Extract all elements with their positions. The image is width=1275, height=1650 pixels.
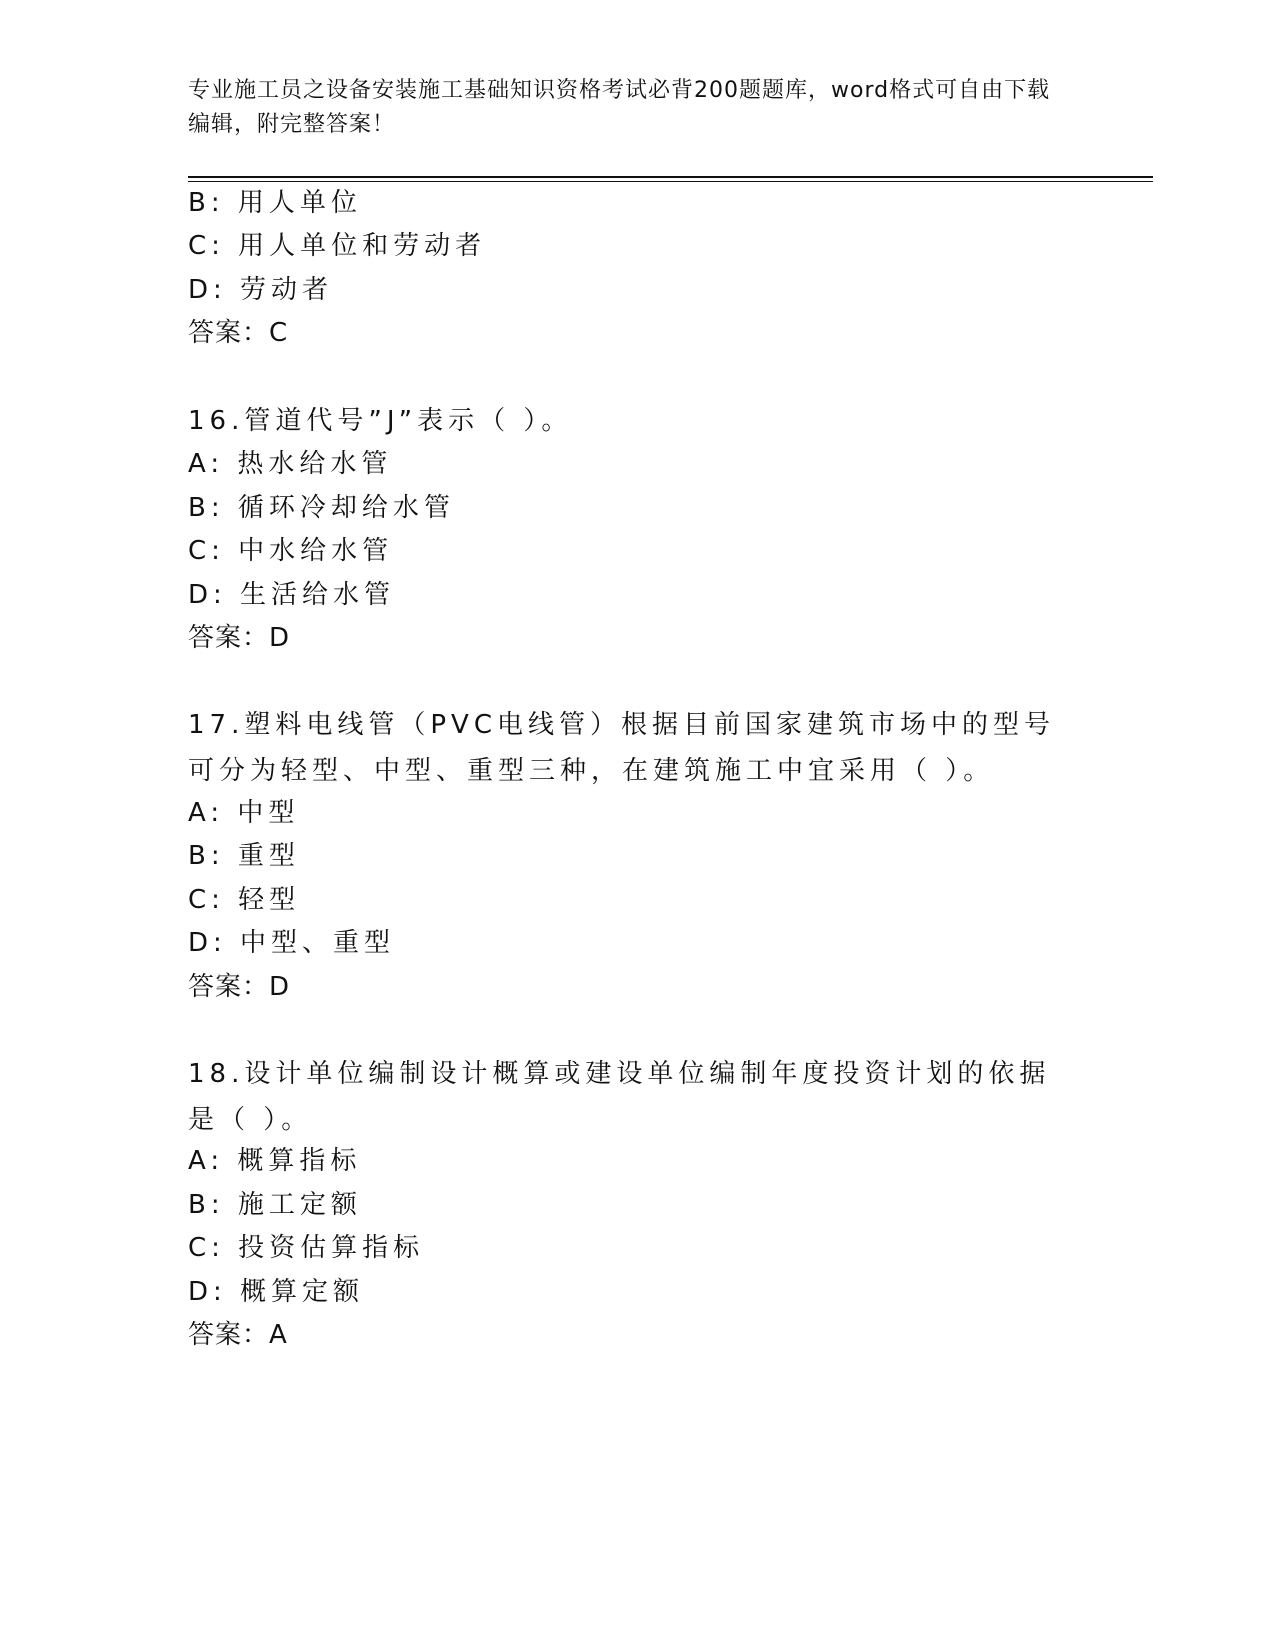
option-c: C: 投资估算指标: [188, 1233, 425, 1263]
question-stem: 17.塑料电线管（PVC电线管）根据目前国家建筑市场中的型号可分为轻型、中型、重型三种，在建筑施工中宜采用（ ）。: [188, 710, 1055, 786]
answer-line: 答案：C: [188, 318, 289, 348]
answer-line: 答案：D: [188, 972, 291, 1002]
option-d: D: 劳动者: [188, 275, 334, 305]
option-a: A: 概算指标: [188, 1146, 362, 1176]
option-b: B: 施工定额: [188, 1190, 362, 1220]
option-a: A: 中型: [188, 798, 300, 828]
option-d: D: 中型、重型: [188, 928, 396, 958]
option-c: C: 用人单位和劳动者: [188, 231, 487, 261]
option-c: C: 中水给水管: [188, 536, 394, 566]
option-d: D: 生活给水管: [188, 580, 396, 610]
document-header-title: 专业施工员之设备安装施工基础知识资格考试必背200题题库，word格式可自由下载编辑，附完整答案！: [188, 78, 1051, 137]
header-divider-thick: [188, 176, 1153, 178]
answer-line: 答案：D: [188, 623, 291, 653]
question-stem: 16.管道代号”J”表示（ ）。: [188, 406, 573, 436]
option-d: D: 概算定额: [188, 1277, 365, 1307]
option-c: C: 轻型: [188, 885, 301, 915]
option-a: A: 热水给水管: [188, 449, 393, 479]
question-stem: 18.设计单位编制设计概算或建设单位编制年度投资计划的依据是（ ）。: [188, 1059, 1051, 1135]
option-b: B: 用人单位: [188, 188, 362, 218]
option-b: B: 重型: [188, 841, 300, 871]
answer-line: 答案：A: [188, 1320, 288, 1350]
option-b: B: 循环冷却给水管: [188, 493, 455, 523]
